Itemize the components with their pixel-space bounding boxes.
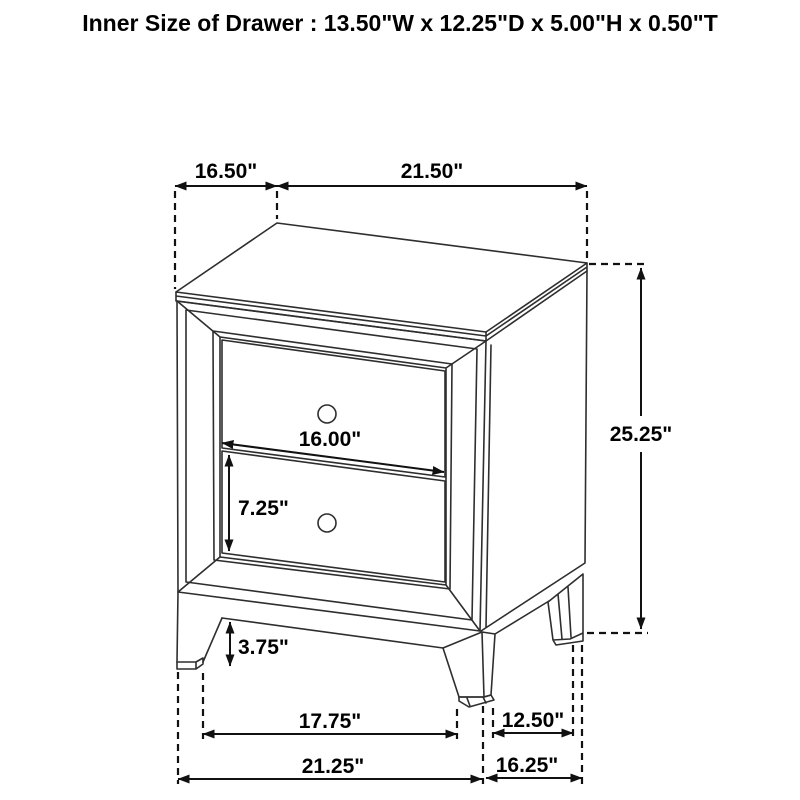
diagram-title: Inner Size of Drawer : 13.50"W x 12.25"D x 5.00"H x 0.50"T	[82, 10, 718, 36]
dim-side-overall-depth-label: 16.25"	[495, 754, 559, 777]
dim-side-feet-span-label: 12.50"	[501, 709, 565, 732]
extension-line	[587, 264, 648, 633]
front-right-foot	[459, 695, 494, 707]
dim-top-width	[277, 160, 587, 259]
dim-front-feet-span-label: 17.75"	[298, 710, 362, 733]
dim-front-overall-width-label: 21.25"	[301, 755, 365, 778]
dim-leg-height	[230, 622, 289, 666]
dim-drawer-height	[229, 455, 289, 551]
dim-top-width-label: 21.50"	[400, 160, 464, 183]
dim-overall-height	[587, 264, 672, 633]
nightstand-outline	[176, 223, 587, 707]
dim-side-feet-span	[493, 645, 573, 738]
dim-drawer-width-label: 16.00"	[298, 428, 362, 451]
extension-line	[175, 191, 277, 289]
upper-drawer-knob	[318, 405, 336, 423]
dim-front-feet-span	[203, 673, 457, 739]
dim-top-depth	[175, 160, 277, 289]
dim-drawer-height-label: 7.25"	[238, 497, 289, 520]
dim-top-depth-label: 16.50"	[194, 160, 258, 183]
front-left-leg	[177, 592, 222, 662]
frame-inner-opening	[220, 337, 446, 585]
top-edge-band	[176, 263, 587, 341]
front-right-leg	[443, 632, 495, 697]
dimension-annotations	[175, 160, 672, 784]
frame-step-inner	[213, 331, 452, 589]
dim-overall-height-label: 25.25"	[609, 423, 673, 446]
front-left-foot	[177, 658, 203, 669]
dim-leg-height-label: 3.75"	[238, 636, 289, 659]
lower-drawer-knob	[318, 514, 336, 532]
top-surface	[176, 223, 587, 332]
